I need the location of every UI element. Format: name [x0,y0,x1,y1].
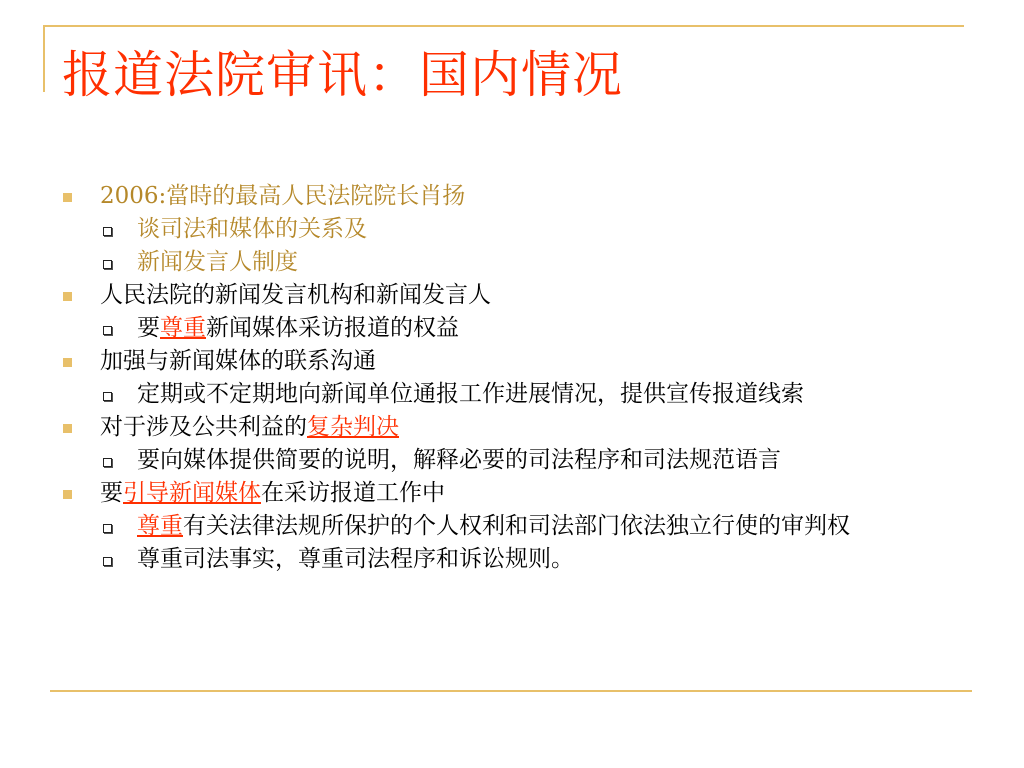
bullet-text: 有关法律法规所保护的个人权利和司法部门依法独立行使的审判权 [183,513,850,539]
bullet-text: 要向媒体提供简要的说明，解释必要的司法程序和司法规范语言 [137,447,781,473]
hollow-square-bullet-icon [103,227,112,236]
hollow-square-bullet-icon [103,458,112,467]
square-bullet-icon [63,490,72,499]
bullet-text: 尊重司法事实，尊重司法程序和诉讼规则。 [137,546,574,572]
highlighted-text: 引导新闻媒体 [123,480,261,506]
sub-bullet-item [60,513,937,540]
hollow-square-bullet-icon [103,557,112,566]
bullet-item [60,477,960,510]
square-bullet-icon [63,424,72,433]
sub-bullet-item [60,312,960,345]
bullet-text: 对于涉及公共利益的 [100,414,307,440]
hollow-square-bullet-icon [103,392,112,401]
bullet-list [60,180,960,576]
slide-title: 报道法院审讯：国内情况 [62,46,623,104]
bullet-text: 新闻媒体采访报道的权益 [206,315,459,341]
square-bullet-icon [63,358,72,367]
square-bullet-icon [63,292,72,301]
bullet-text: 新闻发言人制度 [137,249,298,275]
bullet-text: 在采访报道工作中 [261,480,445,506]
bullet-item [60,180,960,213]
bottom-border-line [50,690,972,692]
highlighted-text: 尊重 [160,315,206,341]
bullet-text: 2006:當時的最高人民法院院长肖扬 [100,183,466,209]
hollow-square-bullet-icon [103,260,112,269]
sub-bullet-item [60,543,960,576]
sub-bullet-item [60,213,960,246]
hollow-square-bullet-icon [103,524,112,533]
bullet-text: 加强与新闻媒体的联系沟通 [100,348,376,374]
top-border-line [43,25,964,27]
left-border-line [43,25,45,92]
bullet-text: 要 [137,315,160,341]
bullet-item [60,279,960,312]
sub-bullet-item [60,381,937,408]
bullet-item [60,411,960,444]
bullet-item [60,345,960,378]
sub-bullet-item [60,444,960,477]
highlighted-text: 复杂判决 [307,414,399,440]
bullet-text: 人民法院的新闻发言机构和新闻发言人 [100,282,491,308]
bullet-text: 定期或不定期地向新闻单位通报工作进展情况，提供宣传报道线索 [137,381,804,407]
highlighted-text: 尊重 [137,513,183,539]
bullet-text: 要 [100,480,123,506]
bullet-text: 谈司法和媒体的关系及 [137,216,367,242]
sub-bullet-item [60,246,960,279]
square-bullet-icon [63,193,72,202]
hollow-square-bullet-icon [103,326,112,335]
